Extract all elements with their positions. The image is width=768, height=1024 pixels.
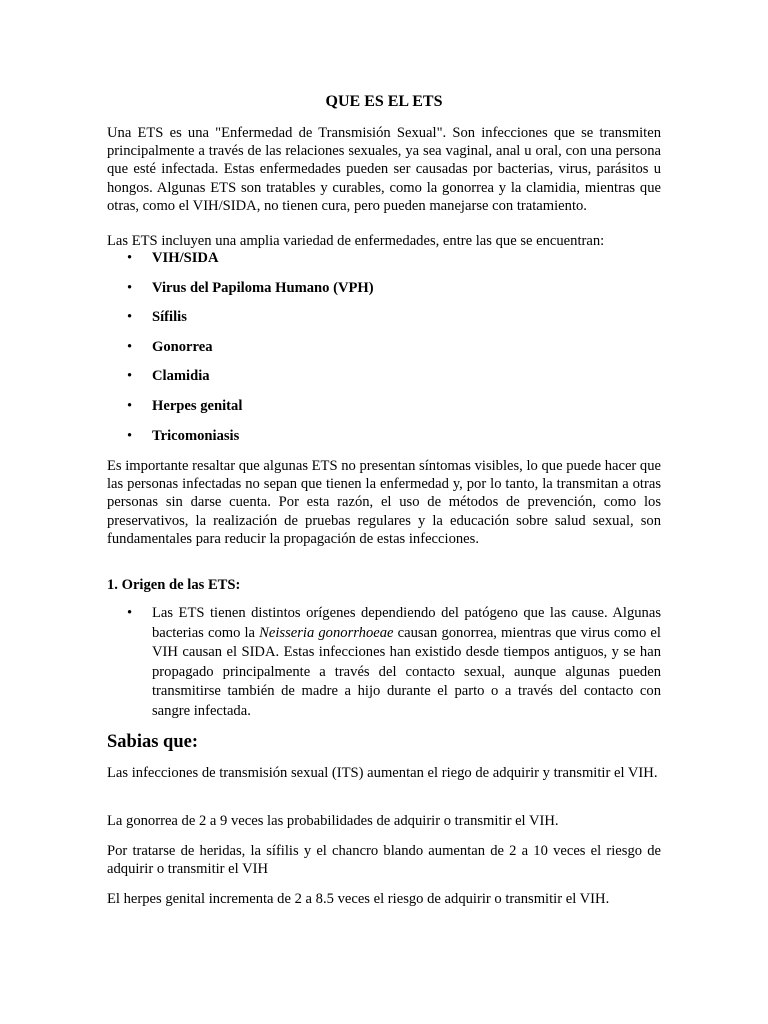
fact-paragraph: El herpes genital incrementa de 2 a 8.5 veces el riesgo de adquirir o transmitir el VIH. [107, 891, 610, 907]
intro-paragraph: Una ETS es una "Enfermedad de Transmisión Sexual". Son infecciones que se transmiten principalmente a través de las relaciones sexuales, ya sea vaginal, anal u oral, con una persona que esté infectada. Estas enfermedades pueden ser causadas por bacterias, virus, parásitos u hongos. Algunas ETS son tratables y curables, como la gonorrea y la clamidia, mientras que otras, como el VIH/SIDA, no tienen cura, pero pueden manejarse con tratamiento. [107, 125, 661, 214]
list-item [107, 338, 661, 368]
origen-text [152, 604, 661, 721]
ets-list [107, 249, 661, 456]
list-item-label: Gonorrea [152, 338, 213, 355]
fact-paragraph: Las infecciones de transmisión sexual (ITS) aumentan el riego de adquirir y transmitir el VIH. [107, 765, 658, 781]
intro-list-lead: Las ETS incluyen una amplia variedad de enfermedades, entre las que se encuentran: [107, 233, 605, 249]
importance-paragraph: Es importante resaltar que algunas ETS no presentan síntomas visibles, lo que puede hacer que las personas infectadas no sepan que tienen la enfermedad y, por lo tanto, la transmitan a otras personas sin darse cuenta. Por esta razón, el uso de métodos de prevención, como los preservativos, la realización de pruebas regulares y la educación sobre salud sexual, son fundamentales para reducir la propagación de estas infecciones. [107, 458, 661, 547]
list-item-label: Tricomoniasis [152, 427, 240, 444]
bullet-icon: • [127, 250, 133, 266]
list-item [107, 367, 661, 397]
bullet-icon: • [127, 279, 133, 296]
list-item-label: Herpes genital [152, 397, 243, 414]
bullet-icon: • [127, 338, 133, 355]
list-item-label: Clamidia [152, 368, 210, 385]
bullet-icon: • [127, 309, 133, 326]
fact-paragraph: Por tratarse de heridas, la sífilis y el chancro blando aumentan de 2 a 10 veces el riesgo de adquirir o transmitir el VIH [107, 843, 661, 878]
list-item [107, 427, 661, 457]
list-item [107, 397, 661, 427]
origen-text-part2: causan gonorrea, mientras que virus como el VIH causan el SIDA. Estas infecciones han existido desde tiempos antiguos, y se han propagado principalmente a través del contacto sexual, aunque algunas pueden transmitirse también de madre a hijo durante el parto o a través del contacto con sangre infectada. [152, 624, 661, 719]
list-item-label: VIH/SIDA [152, 250, 219, 266]
bullet-icon: • [127, 368, 133, 385]
page-title: QUE ES EL ETS [325, 93, 443, 110]
list-item [107, 308, 661, 338]
list-item-label: Virus del Papiloma Humano (VPH) [152, 279, 374, 296]
bullet-icon: • [127, 427, 133, 444]
fact-paragraph: La gonorrea de 2 a 9 veces las probabilidades de adquirir o transmitir el VIH. [107, 813, 559, 829]
section-heading-origen: 1. Origen de las ETS: [107, 577, 241, 593]
pathogen-name: Neisseria gonorrhoeae [259, 624, 394, 641]
list-item [107, 279, 661, 309]
bullet-icon: • [127, 605, 133, 621]
section-heading-sabias: Sabias que: [107, 732, 198, 752]
list-item [107, 249, 661, 279]
list-item-label: Sífilis [152, 309, 187, 326]
bullet-icon: • [127, 397, 133, 414]
origen-text-part1: Las ETS tienen distintos orígenes dependiendo del patógeno que las cause. Algunas bacterias como la [152, 605, 661, 641]
